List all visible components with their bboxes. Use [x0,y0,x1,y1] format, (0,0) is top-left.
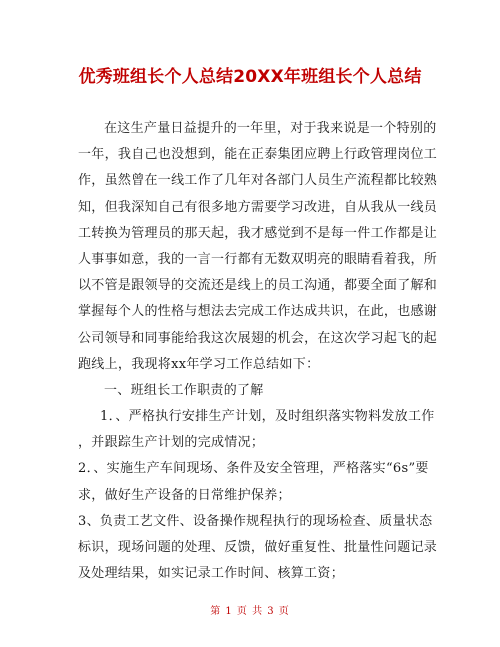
section-heading: 一、班组长工作职责的了解 [104,382,264,398]
list-item: 3、负责工艺文件、设备操作规程执行的现场检查、质量状态 [78,513,433,529]
paragraph-line: 人事事如意，我的一言一行都有无数双明亮的眼睛看着我，所 [78,251,438,267]
page-footer: 第 1 页 共 3 页 [210,606,290,617]
list-item: 1．、严格执行安排生产计划，及时组织落实物料发放工作 [100,409,435,425]
list-item: 2．、实施生产车间现场、条件及安全管理，严格落实“6s”要 [78,461,429,477]
paragraph-line: 一年，我自己也没想到，能在正泰集团应聘上行政管理岗位工 [78,147,438,163]
document-body [78,116,438,587]
list-item-continuation: 求，做好生产设备的日常维护保养； [78,487,291,503]
paragraph-line: 知，但我深知自己有很多地方需要学习改进，自从我从一线员 [78,199,438,215]
paragraph-line: 以不管是跟领导的交流还是线上的员工沟通，都要全面了解和 [78,278,438,294]
paragraph-line: 公司领导和同事能给我这次展翅的机会，在这次学习起飞的起 [78,330,438,346]
paragraph-line: 工转换为管理员的那天起，我才感觉到不是每一件工作都是让 [78,225,438,241]
list-item-continuation: 及处理结果，如实记录工作时间、核算工资； [78,566,345,582]
list-item-continuation: ，并跟踪生产计划的完成情况； [78,435,265,451]
paragraph-line: 在这生产量日益提升的一年里，对于我来说是一个特别的 [104,121,437,136]
document-title: 优秀班组长个人总结20XX年班组长个人总结 [78,67,422,87]
paragraph-line: 掌握每个人的性格与想法去完成工作达成共识，在此，也感谢 [78,304,438,320]
paragraph-line: 跑线上，我现将xx年学习工作总结如下： [78,356,320,372]
paragraph-line: 作，虽然曾在一线工作了几年对各部门人员生产流程都比较熟 [78,173,438,189]
list-item-continuation: 标识，现场问题的处理、反馈，做好重复性、批量性问题记录 [78,540,438,555]
